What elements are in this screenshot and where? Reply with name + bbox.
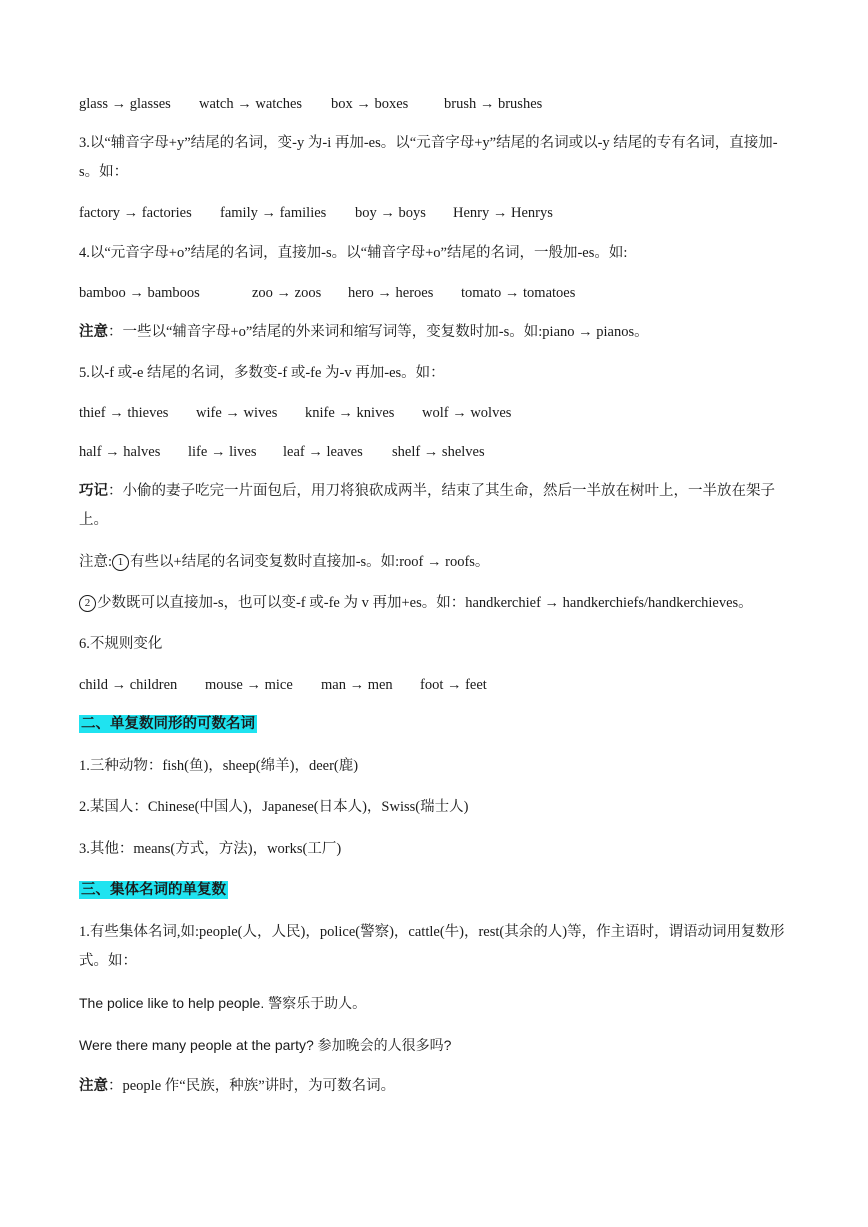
example-sentence-1: The police like to help people. 警察乐于助人。 [79,995,367,1011]
word-pair: shelf → shelves [392,444,485,460]
note-foreign-words [79,318,791,347]
highlighted-heading: 三、集体名词的单复数 [81,882,226,898]
note-roof [79,548,791,577]
word-pair: box → boxes [331,96,409,112]
note-prefix: 注意: [79,554,113,570]
section3-item-1: 1.有些集体名词,如:people(人，人民)，police(警察)，cattle(牛)，rest(其余的人)等，作主语时，谓语动词用复数形式。如： [79,924,785,969]
highlighted-heading: 二、单复数同形的可数名词 [81,716,255,732]
word-pair: wolf → wolves [422,405,512,421]
example-line-irregular [79,671,791,700]
word-pair: man → men [321,677,393,693]
note-text: ：一些以“辅音字母+o”结尾的外来词和缩写词等，变复数时加-s。如:piano → pianos。 [108,324,649,340]
word-pair: factory → factories [79,205,192,221]
word-pair: watch → watches [199,96,303,112]
circled-number: 1 [112,554,129,571]
word-pair: Henry → Henrys [453,205,553,221]
word-pair: wife → wives [196,405,278,421]
word-pair: knife → knives [305,405,395,421]
note-people [79,1072,791,1101]
note-label: 注意 [79,324,108,340]
note-text: 少数既可以直接加-s，也可以变-f 或-fe 为 v 再加+es。如：handkerchief → handkerchiefs/handkerchieves。 [97,595,753,611]
rule-3: 3.以“辅音字母+y”结尾的名词，变-y 为-i 再加-es。以“元音字母+y”结尾的名词或以-y 结尾的专有名词，直接加-s。如： [79,135,778,180]
word-pair: life → lives [188,444,257,460]
note-text: ：people 作“民族，种族”讲时，为可数名词。 [108,1078,396,1094]
circled-number: 2 [79,595,96,612]
note-label: 注意 [79,1078,108,1094]
section2-item-2: 2.某国人：Chinese(中国人)，Japanese(日本人)，Swiss(瑞士人) [79,799,469,815]
example-line-f-1 [79,399,791,428]
example-line-es [79,90,791,119]
word-pair: foot → feet [420,677,487,693]
example-sentence-2: Were there many people at the party? 参加晚会的人很多吗? [79,1037,452,1053]
rule-5: 5.以-f 或-e 结尾的名词，多数变-f 或-fe 为-v 再加-es。如： [79,365,445,381]
rule-4: 4.以“元音字母+o”结尾的名词，直接加-s。以“辅音字母+o”结尾的名词，一般加-es。如: [79,245,628,261]
section-heading-2 [79,710,791,739]
word-pair: half → halves [79,444,161,460]
example-line-o [79,279,791,308]
note-text: 有些以+结尾的名词变复数时直接加-s。如:roof → roofs。 [130,554,490,570]
section2-item-3: 3.其他：means(方式，方法)，works(工厂) [79,841,342,857]
mnemonic-text: ：小偷的妻子吃完一片面包后，用刀将狼砍成两半，结束了其生命，然后一半放在树叶上，一半放在架子上。 [79,483,775,528]
word-pair: boy → boys [355,205,426,221]
word-pair: hero → heroes [348,285,434,301]
example-line-f-2 [79,438,791,467]
word-pair: leaf → leaves [283,444,363,460]
word-pair: zoo → zoos [252,285,322,301]
note-handkerchief [79,589,791,618]
word-pair: thief → thieves [79,405,169,421]
word-pair: family → families [220,205,327,221]
word-pair: glass → glasses [79,96,171,112]
section2-item-1: 1.三种动物：fish(鱼)，sheep(绵羊)，deer(鹿) [79,758,359,774]
word-pair: child → children [79,677,178,693]
rule-6: 6.不规则变化 [79,636,163,652]
word-pair: bamboo → bamboos [79,285,200,301]
section-heading-3 [79,876,791,905]
example-line-y [79,199,791,228]
word-pair: tomato → tomatoes [461,285,576,301]
mnemonic [79,477,791,535]
word-pair: brush → brushes [444,96,543,112]
mnemonic-label: 巧记 [79,483,108,499]
word-pair: mouse → mice [205,677,293,693]
